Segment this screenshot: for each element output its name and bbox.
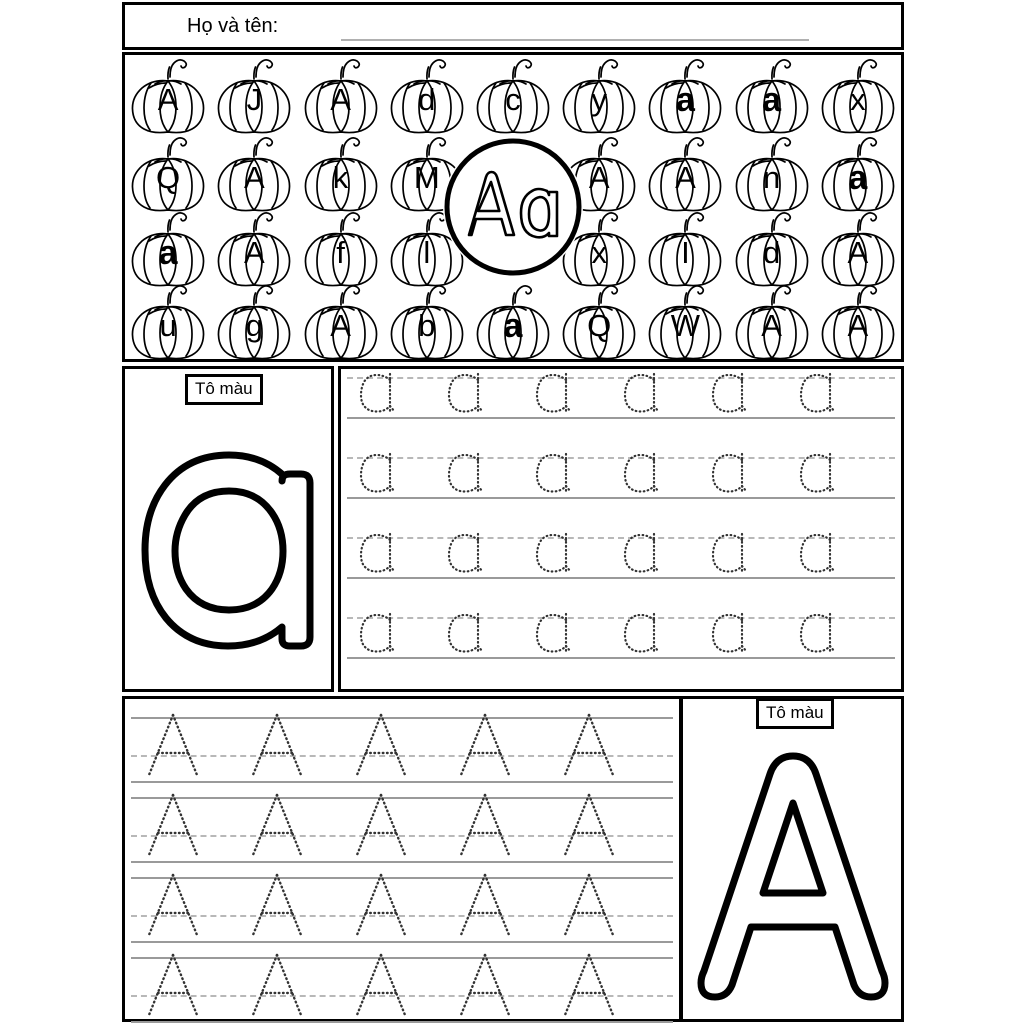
pumpkin-letter-text: a [503, 307, 523, 345]
dotted-letter-a-uppercase-icon [145, 712, 201, 778]
pumpkin-letter-cell[interactable] [733, 57, 811, 134]
pumpkin-letter-cell[interactable] [302, 210, 380, 287]
dotted-letter-a-uppercase-icon [561, 712, 617, 778]
pumpkin-letter-text: a [848, 159, 868, 197]
pumpkin-letter-text: I [681, 235, 690, 270]
pumpkin-letter-cell[interactable] [474, 283, 552, 360]
pumpkin-letter-cell[interactable] [215, 135, 293, 212]
dotted-letter-a-lowercase-icon [359, 450, 399, 494]
pumpkin-letter-text: a [675, 81, 695, 119]
trace-row-uppercase[interactable] [145, 797, 665, 863]
worksheet-page [122, 0, 904, 1022]
trace-row-lowercase[interactable] [359, 615, 889, 659]
trace-glyph-slot[interactable] [535, 610, 623, 659]
pumpkin-row [125, 57, 901, 134]
dotted-letter-a-lowercase-icon [447, 530, 487, 574]
trace-glyph-slot[interactable] [561, 872, 665, 943]
pumpkin-letter-text: k [332, 160, 349, 195]
pumpkin-letter-cell[interactable] [646, 283, 724, 360]
trace-glyph-slot[interactable] [145, 792, 249, 863]
trace-glyph-slot[interactable] [359, 610, 447, 659]
pumpkin-letter-text: c [505, 82, 521, 117]
trace-glyph-slot[interactable] [711, 610, 799, 659]
dotted-letter-a-lowercase-icon [447, 610, 487, 654]
trace-glyph-slot[interactable] [353, 792, 457, 863]
name-field-panel [122, 2, 904, 50]
pumpkin-letter-cell[interactable] [129, 57, 207, 134]
pumpkin-letter-text: d [418, 82, 436, 117]
pumpkin-letter-cell[interactable] [215, 210, 293, 287]
trace-glyph-slot[interactable] [359, 450, 447, 499]
pumpkin-letter-cell[interactable] [560, 283, 638, 360]
pumpkin-letter-text: A [243, 160, 265, 195]
pumpkin-letter-cell[interactable] [733, 210, 811, 287]
pumpkin-letter-cell[interactable] [733, 135, 811, 212]
trace-glyph-slot[interactable] [249, 872, 353, 943]
trace-glyph-slot[interactable] [623, 370, 711, 419]
blank-write-line-icon[interactable] [341, 39, 809, 41]
coloring-panel-lowercase-a [122, 366, 334, 692]
pumpkin-letter-text: A [847, 308, 869, 343]
pumpkin-letter-text: Q [587, 308, 612, 343]
trace-glyph-slot[interactable] [535, 370, 623, 419]
trace-glyph-slot[interactable] [711, 450, 799, 499]
dotted-letter-a-uppercase-icon [457, 792, 513, 858]
trace-glyph-slot[interactable] [799, 450, 887, 499]
pumpkin-letter-cell[interactable] [129, 135, 207, 212]
pumpkin-letter-text: b [418, 308, 436, 343]
pumpkin-letter-text: Q [156, 160, 181, 195]
dotted-letter-a-lowercase-icon [799, 450, 839, 494]
dotted-letter-a-lowercase-icon [623, 450, 663, 494]
dotted-letter-a-lowercase-icon [359, 370, 399, 414]
dotted-letter-a-lowercase-icon [799, 370, 839, 414]
dotted-letter-a-uppercase-icon [353, 952, 409, 1018]
pumpkin-letter-cell[interactable] [302, 135, 380, 212]
pumpkin-letter-text: a [158, 234, 178, 272]
dotted-letter-a-lowercase-icon [711, 610, 751, 654]
pumpkin-letter-text: u [159, 308, 177, 343]
trace-glyph-slot[interactable] [457, 872, 561, 943]
pumpkin-letter-cell[interactable] [474, 57, 552, 134]
tracing-panel-lowercase-a [338, 366, 904, 692]
trace-glyph-slot[interactable] [145, 712, 249, 783]
dotted-letter-a-uppercase-icon [249, 792, 305, 858]
pumpkin-letter-cell[interactable] [215, 57, 293, 134]
trace-row-lowercase[interactable] [359, 535, 889, 579]
dotted-letter-a-uppercase-icon [249, 712, 305, 778]
dotted-letter-a-lowercase-icon [447, 450, 487, 494]
trace-glyph-slot[interactable] [353, 872, 457, 943]
dotted-letter-a-lowercase-icon [447, 370, 487, 414]
trace-glyph-slot[interactable] [249, 712, 353, 783]
pumpkin-letter-text: f [336, 235, 345, 270]
trace-glyph-slot[interactable] [799, 530, 887, 579]
trace-row-uppercase[interactable] [145, 957, 665, 1023]
trace-glyph-slot[interactable] [249, 792, 353, 863]
pumpkin-letter-text: d [763, 235, 781, 270]
pumpkin-letter-text: A [675, 160, 696, 195]
dotted-letter-a-lowercase-icon [623, 610, 663, 654]
pumpkin-letter-text: J [246, 82, 263, 117]
name-label: Họ và tên: [187, 15, 279, 37]
pumpkin-letter-cell[interactable] [302, 283, 380, 360]
dotted-letter-a-lowercase-icon [711, 370, 751, 414]
trace-row-lowercase[interactable] [359, 455, 889, 499]
pumpkin-letter-text: A [847, 235, 869, 270]
trace-glyph-slot[interactable] [561, 952, 665, 1023]
dotted-letter-a-lowercase-icon [535, 370, 575, 414]
trace-glyph-slot[interactable] [711, 530, 799, 579]
pumpkin-letter-cell[interactable] [388, 57, 466, 134]
trace-glyph-slot[interactable] [711, 370, 799, 419]
trace-glyph-slot[interactable] [457, 792, 561, 863]
trace-glyph-slot[interactable] [353, 712, 457, 783]
trace-glyph-slot[interactable] [359, 530, 447, 579]
center-medallion [443, 137, 583, 277]
dotted-letter-a-uppercase-icon [249, 952, 305, 1018]
trace-row-uppercase[interactable] [145, 717, 665, 783]
pumpkin-row [125, 283, 901, 360]
dotted-letter-a-uppercase-icon [353, 712, 409, 778]
pumpkin-letter-cell[interactable] [646, 135, 724, 212]
dotted-letter-a-lowercase-icon [623, 530, 663, 574]
dotted-letter-a-lowercase-icon [711, 530, 751, 574]
pumpkin-letter-text: M [413, 160, 440, 195]
trace-glyph-slot[interactable] [799, 370, 887, 419]
trace-glyph-slot[interactable] [447, 610, 535, 659]
pumpkin-letter-text: y [591, 82, 607, 117]
dotted-letter-a-lowercase-icon [359, 610, 399, 654]
dotted-letter-a-uppercase-icon [457, 712, 513, 778]
dotted-letter-a-uppercase-icon [145, 792, 201, 858]
letter-a-uppercase-outline-icon [695, 747, 891, 1009]
pumpkin-letter-text: l [423, 235, 431, 270]
pumpkin-letter-text: A [243, 235, 265, 270]
pumpkin-letter-text: x [850, 82, 866, 117]
pumpkin-letter-cell[interactable] [129, 210, 207, 287]
dotted-letter-a-uppercase-icon [457, 872, 513, 938]
trace-glyph-slot[interactable] [623, 610, 711, 659]
coloring-panel-uppercase-a [680, 696, 904, 1022]
pumpkin-letter-text: x [591, 235, 607, 270]
tomau-tag-lowercase: Tô màu [185, 374, 263, 405]
dotted-letter-a-uppercase-icon [249, 872, 305, 938]
trace-glyph-slot[interactable] [535, 530, 623, 579]
pumpkin-letter-cell[interactable] [302, 57, 380, 134]
dotted-letter-a-uppercase-icon [145, 952, 201, 1018]
trace-glyph-slot[interactable] [353, 952, 457, 1023]
pumpkin-letter-cell[interactable] [819, 135, 897, 212]
trace-row-uppercase[interactable] [145, 877, 665, 943]
trace-row-lowercase[interactable] [359, 375, 889, 419]
trace-glyph-slot[interactable] [561, 792, 665, 863]
pumpkin-letter-text: n [763, 160, 781, 195]
pumpkin-letter-cell[interactable] [560, 57, 638, 134]
pumpkin-letter-text: g [245, 308, 263, 343]
circle-outline-icon [443, 137, 583, 277]
dotted-letter-a-lowercase-icon [623, 370, 663, 414]
dotted-letter-a-uppercase-icon [561, 952, 617, 1018]
trace-glyph-slot[interactable] [535, 450, 623, 499]
trace-glyph-slot[interactable] [561, 712, 665, 783]
trace-glyph-slot[interactable] [447, 370, 535, 419]
dotted-letter-a-uppercase-icon [145, 872, 201, 938]
pumpkin-letter-text: W [670, 308, 701, 343]
dotted-letter-a-lowercase-icon [711, 450, 751, 494]
trace-glyph-slot[interactable] [457, 712, 561, 783]
trace-glyph-slot[interactable] [359, 370, 447, 419]
pumpkin-letter-cell[interactable] [646, 57, 724, 134]
pumpkin-letter-cell[interactable] [646, 210, 724, 287]
dotted-letter-a-uppercase-icon [561, 792, 617, 858]
trace-glyph-slot[interactable] [447, 450, 535, 499]
tomau-tag-uppercase: Tô màu [756, 698, 834, 729]
dotted-letter-a-uppercase-icon [561, 872, 617, 938]
dotted-letter-a-uppercase-icon [353, 872, 409, 938]
pumpkin-letter-cell[interactable] [819, 283, 897, 360]
pumpkin-letter-cell[interactable] [129, 283, 207, 360]
pumpkin-letter-text: A [588, 160, 610, 195]
pumpkin-letter-text: A [330, 82, 351, 117]
pumpkin-letter-cell[interactable] [819, 210, 897, 287]
trace-glyph-slot[interactable] [623, 530, 711, 579]
dotted-letter-a-lowercase-icon [359, 530, 399, 574]
dotted-letter-a-lowercase-icon [799, 530, 839, 574]
trace-glyph-slot[interactable] [799, 610, 887, 659]
trace-glyph-slot[interactable] [447, 530, 535, 579]
pumpkin-letter-cell[interactable] [733, 283, 811, 360]
pumpkin-letter-text: A [330, 308, 351, 343]
trace-glyph-slot[interactable] [623, 450, 711, 499]
dotted-letter-a-lowercase-icon [799, 610, 839, 654]
trace-glyph-slot[interactable] [145, 872, 249, 943]
dotted-letter-a-lowercase-icon [535, 610, 575, 654]
dotted-letter-a-uppercase-icon [457, 952, 513, 1018]
letter-a-lowercase-outline-icon [133, 437, 323, 667]
dotted-letter-a-lowercase-icon [535, 530, 575, 574]
pumpkin-letter-cell[interactable] [388, 283, 466, 360]
trace-glyph-slot[interactable] [145, 952, 249, 1023]
pumpkin-letter-cell[interactable] [215, 283, 293, 360]
trace-glyph-slot[interactable] [457, 952, 561, 1023]
dotted-letter-a-lowercase-icon [535, 450, 575, 494]
tracing-panel-uppercase-a [122, 696, 682, 1022]
pumpkin-letter-cell[interactable] [819, 57, 897, 134]
pumpkin-letter-search-panel [122, 52, 904, 362]
pumpkin-letter-text: A [157, 82, 179, 117]
dotted-letter-a-uppercase-icon [353, 792, 409, 858]
trace-glyph-slot[interactable] [249, 952, 353, 1023]
pumpkin-letter-text: a [762, 81, 782, 119]
pumpkin-letter-text: A [761, 308, 782, 343]
